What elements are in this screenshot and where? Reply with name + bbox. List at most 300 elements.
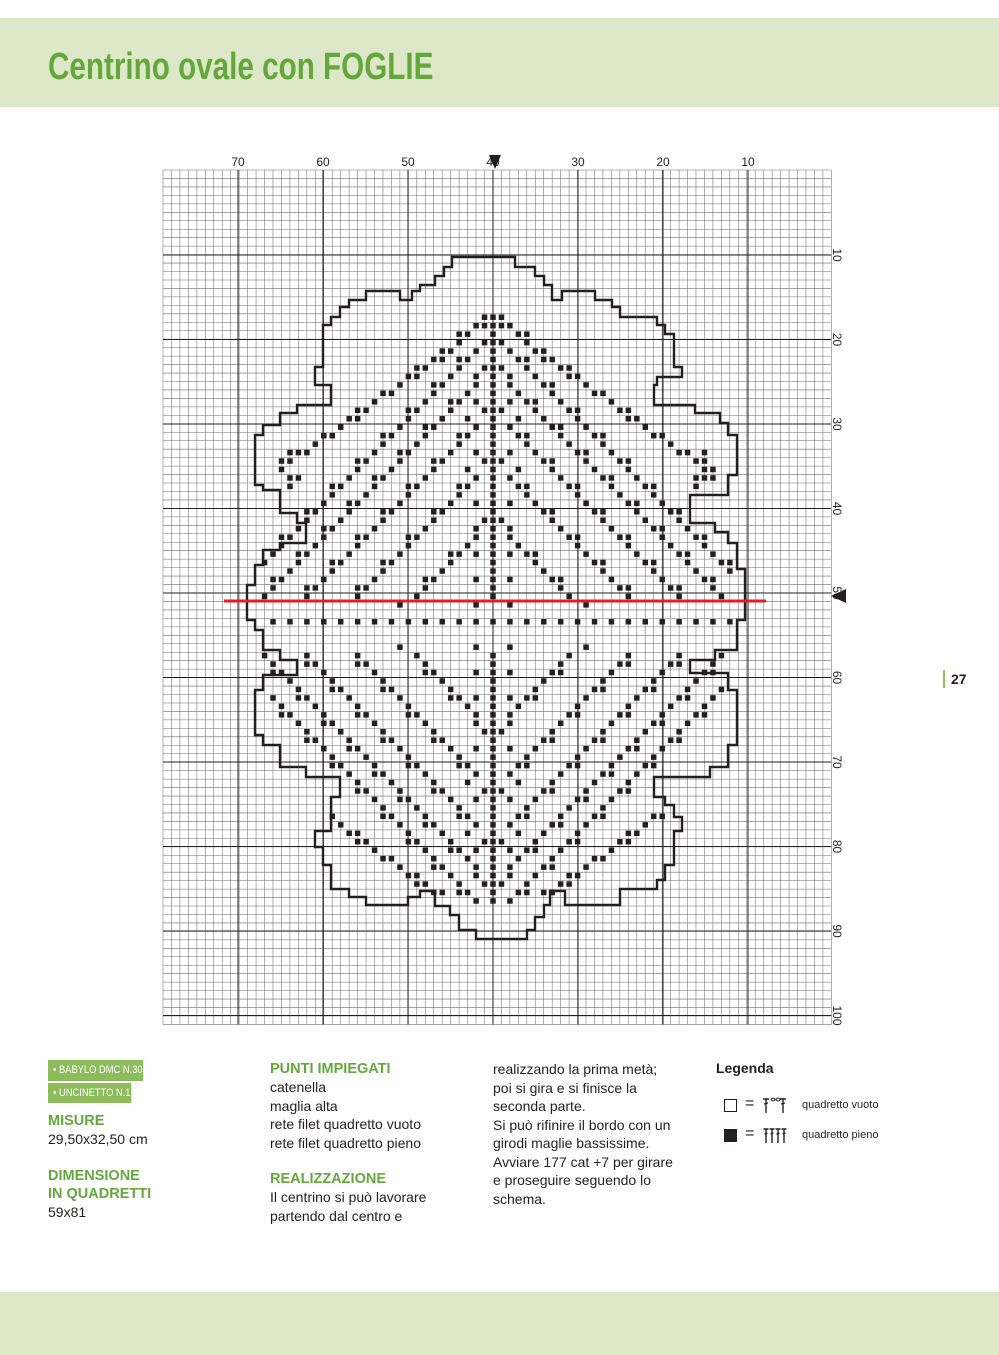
top-axis-label: 60 [316, 155, 330, 169]
filled-square [558, 433, 563, 438]
filled-square [346, 746, 351, 751]
filled-square [549, 670, 554, 675]
realizzazione-line: poi si gira e si finisce la [493, 1079, 637, 1096]
filled-square [600, 560, 605, 565]
filled-square [617, 712, 622, 717]
punti-item: rete filet quadretto pieno [270, 1134, 421, 1151]
filled-square [482, 340, 487, 345]
filled-square [380, 814, 385, 819]
filled-square [651, 492, 656, 497]
filled-square [643, 484, 648, 489]
filled-square [465, 357, 470, 362]
filled-square [566, 653, 571, 658]
filled-square [423, 424, 428, 429]
filled-square [473, 619, 478, 624]
filled-square [456, 695, 461, 700]
filled-square [389, 391, 394, 396]
right-axis-label: 20 [830, 332, 844, 347]
filled-square [363, 788, 368, 793]
filled-square [490, 738, 495, 743]
filled-square [346, 416, 351, 421]
filled-square [549, 780, 554, 785]
filled-square [600, 687, 605, 692]
filled-square [499, 323, 504, 328]
filled-square [414, 881, 419, 886]
filled-square [533, 408, 538, 413]
filled-square [490, 661, 495, 666]
filled-square [372, 450, 377, 455]
filled-square [651, 721, 656, 726]
filled-square [676, 695, 681, 700]
filled-square [490, 577, 495, 582]
filled-square [558, 670, 563, 675]
realizzazione-line: Avviare 177 cat +7 per girare [493, 1153, 673, 1170]
filled-square [659, 534, 664, 539]
filled-square [304, 729, 309, 734]
filled-square [346, 695, 351, 700]
filled-square [710, 467, 715, 472]
filled-square [549, 729, 554, 734]
filled-square [609, 771, 614, 776]
filled-square [456, 433, 461, 438]
filled-square [321, 501, 326, 506]
filled-square [448, 839, 453, 844]
filled-square [321, 712, 326, 717]
filled-square [499, 788, 504, 793]
filled-square [490, 788, 495, 793]
filled-square [262, 653, 267, 658]
filled-square [397, 822, 402, 827]
filled-square [626, 788, 631, 793]
filled-square [414, 839, 419, 844]
instructions-column [493, 1060, 703, 1208]
filled-square [482, 365, 487, 370]
filled-square [355, 788, 360, 793]
filled-square [541, 458, 546, 463]
filled-square [355, 661, 360, 666]
filled-square [558, 399, 563, 404]
right-axis-label: 40 [830, 501, 844, 516]
filled-square [287, 475, 292, 480]
filled-square [516, 484, 521, 489]
filled-square [490, 518, 495, 523]
filled-square [609, 670, 614, 675]
filled-square [346, 551, 351, 556]
filled-square [490, 729, 495, 734]
filled-square [592, 738, 597, 743]
filled-square [659, 501, 664, 506]
filled-square [406, 619, 411, 624]
filled-square [482, 458, 487, 463]
filled-square [431, 382, 436, 387]
filled-square [600, 509, 605, 514]
filled-square [626, 746, 631, 751]
filled-square [549, 788, 554, 793]
filled-square [490, 543, 495, 548]
filled-square [465, 780, 470, 785]
filled-square [372, 721, 377, 726]
filled-square [643, 518, 648, 523]
filled-square [693, 712, 698, 717]
filled-square [465, 543, 470, 548]
filled-square [710, 661, 715, 666]
filled-square [431, 822, 436, 827]
filled-square [490, 898, 495, 903]
filled-square [431, 467, 436, 472]
filled-square [338, 687, 343, 692]
filled-square [727, 560, 732, 565]
filled-square [490, 424, 495, 429]
filled-square [372, 847, 377, 852]
filled-square [406, 374, 411, 379]
filled-square [397, 695, 402, 700]
filled-square [363, 492, 368, 497]
filled-square [490, 856, 495, 861]
filled-square [431, 864, 436, 869]
filled-square [490, 831, 495, 836]
filled-square [516, 467, 521, 472]
top-axis-label: 70 [231, 155, 245, 169]
filled-square [507, 619, 512, 624]
filled-square [406, 712, 411, 717]
filled-square [600, 568, 605, 573]
filled-square [685, 695, 690, 700]
filled-square [507, 695, 512, 700]
top-axis-label: 10 [741, 155, 755, 169]
filled-square [676, 509, 681, 514]
filled-square [304, 738, 309, 743]
info-column [48, 1060, 218, 1221]
filled-square [440, 788, 445, 793]
filled-square [490, 822, 495, 827]
filled-square [643, 560, 648, 565]
filled-square [389, 780, 394, 785]
filled-square [524, 619, 529, 624]
filled-square [626, 467, 631, 472]
filled-square [524, 357, 529, 362]
filled-square [406, 416, 411, 421]
filled-square [499, 408, 504, 413]
filled-square [473, 501, 478, 506]
realizzazione-line: partendo dal centro e [270, 1207, 403, 1224]
punti-item: maglia alta [270, 1097, 338, 1114]
top-axis-label: 40 [486, 155, 500, 169]
filled-square [592, 780, 597, 785]
filled-square [516, 814, 521, 819]
filled-square [507, 670, 512, 675]
chain-double-crochet-icon [762, 1097, 792, 1115]
filled-square [524, 484, 529, 489]
filled-square [473, 475, 478, 480]
filled-square [338, 560, 343, 565]
filled-square [406, 543, 411, 548]
filled-square [727, 619, 732, 624]
filled-square [330, 721, 335, 726]
filled-square [685, 687, 690, 692]
filled-square [575, 763, 580, 768]
filled-square [270, 695, 275, 700]
filled-square [541, 348, 546, 353]
filled-square [710, 475, 715, 480]
filled-square [499, 729, 504, 734]
filled-square [659, 670, 664, 675]
filled-square [490, 560, 495, 565]
filled-square [524, 399, 529, 404]
filled-square [330, 484, 335, 489]
filled-square [389, 467, 394, 472]
filled-square [473, 873, 478, 878]
filled-square [643, 729, 648, 734]
filled-square [490, 467, 495, 472]
filled-square [440, 678, 445, 683]
filled-square [380, 433, 385, 438]
filled-square [346, 771, 351, 776]
filled-square [609, 797, 614, 802]
filled-square [414, 873, 419, 878]
filled-square [693, 678, 698, 683]
filled-square [338, 518, 343, 523]
filled-square [330, 568, 335, 573]
filled-square [710, 585, 715, 590]
filled-square [338, 424, 343, 429]
filled-square [558, 619, 563, 624]
filled-square [448, 695, 453, 700]
filled-square [634, 695, 639, 700]
filled-square [676, 450, 681, 455]
filled-square [389, 687, 394, 692]
stitches-column [270, 1060, 480, 1225]
filled-square [465, 331, 470, 336]
filled-square [516, 890, 521, 895]
filled-square [296, 475, 301, 480]
filled-square [651, 526, 656, 531]
filled-square [465, 416, 470, 421]
filled-square [321, 534, 326, 539]
filled-square [423, 721, 428, 726]
filled-square [575, 416, 580, 421]
filled-square [710, 619, 715, 624]
filled-square [279, 704, 284, 709]
filled-square [592, 814, 597, 819]
filled-square [406, 839, 411, 844]
filled-square [524, 890, 529, 895]
filled-square [583, 644, 588, 649]
filled-square [456, 619, 461, 624]
filled-square [490, 704, 495, 709]
filled-square [702, 534, 707, 539]
filled-square [626, 594, 631, 599]
filled-square [507, 450, 512, 455]
filled-square [338, 729, 343, 734]
filled-square [448, 797, 453, 802]
filled-square [473, 695, 478, 700]
filled-square [448, 408, 453, 413]
filled-square [507, 721, 512, 726]
filled-square [659, 526, 664, 531]
misure-value: 29,50x32,50 cm [48, 1131, 148, 1147]
filled-square [490, 441, 495, 446]
filled-square [668, 441, 673, 446]
filled-square [389, 856, 394, 861]
filled-square [634, 771, 639, 776]
filled-square [465, 814, 470, 819]
filled-square [465, 763, 470, 768]
filled-square [440, 890, 445, 895]
filled-square [533, 687, 538, 692]
filled-square [549, 856, 554, 861]
legend-empty-label: quadretto vuoto [802, 1099, 879, 1111]
realizzazione-line: schema. [493, 1190, 546, 1207]
filled-square [549, 518, 554, 523]
filled-square [549, 391, 554, 396]
filled-square [558, 475, 563, 480]
filled-square [719, 594, 724, 599]
filled-square [423, 365, 428, 370]
filled-square [406, 797, 411, 802]
filled-square [423, 619, 428, 624]
filled-square [499, 315, 504, 320]
filled-square [507, 374, 512, 379]
filled-square [330, 526, 335, 531]
filled-square [600, 391, 605, 396]
filled-square [363, 661, 368, 666]
filled-square [516, 416, 521, 421]
filled-square [651, 484, 656, 489]
filled-square [634, 831, 639, 836]
filled-square [490, 475, 495, 480]
filled-square [490, 746, 495, 751]
filled-square [490, 695, 495, 700]
filled-square [279, 712, 284, 717]
filled-square [609, 847, 614, 852]
filled-square [600, 771, 605, 776]
filled-square [626, 543, 631, 548]
filled-square [558, 585, 563, 590]
filled-square [659, 619, 664, 624]
filled-square [423, 881, 428, 886]
filled-square [372, 797, 377, 802]
filled-square [702, 475, 707, 480]
filled-square [406, 831, 411, 836]
filled-square [465, 890, 470, 895]
filled-square [355, 594, 360, 599]
filled-square [693, 534, 698, 539]
filled-square [380, 771, 385, 776]
filled-square [389, 433, 394, 438]
filled-square [482, 839, 487, 844]
filled-square [490, 881, 495, 886]
filled-square [507, 797, 512, 802]
filled-square [414, 534, 419, 539]
filled-square [270, 577, 275, 582]
filled-square [431, 391, 436, 396]
filled-square [676, 619, 681, 624]
filled-square [549, 382, 554, 387]
filled-square [507, 323, 512, 328]
filled-square [583, 788, 588, 793]
filled-square [423, 847, 428, 852]
filled-square [262, 594, 267, 599]
filled-square [355, 543, 360, 548]
filled-square [473, 898, 478, 903]
filled-square [524, 331, 529, 336]
filled-square [507, 475, 512, 480]
filled-square [440, 357, 445, 362]
filled-square [575, 408, 580, 413]
filled-square [693, 475, 698, 480]
filled-square [456, 399, 461, 404]
filled-square [533, 374, 538, 379]
filled-square [541, 357, 546, 362]
filled-square [549, 822, 554, 827]
filled-square [643, 822, 648, 827]
filled-square [440, 738, 445, 743]
filled-square [617, 534, 622, 539]
filled-square [456, 763, 461, 768]
filled-square [448, 687, 453, 692]
legend-filled-label: quadretto pieno [802, 1129, 879, 1141]
filled-square [659, 577, 664, 582]
filled-square [524, 695, 529, 700]
filled-square [473, 450, 478, 455]
filled-square [533, 551, 538, 556]
filled-square [634, 738, 639, 743]
filled-square [617, 458, 622, 463]
filled-square [533, 399, 538, 404]
filled-square [397, 424, 402, 429]
filled-square [448, 551, 453, 556]
filled-square [490, 374, 495, 379]
realizzazione-line: Il centrino si può lavorare [270, 1189, 427, 1205]
filled-square [473, 712, 478, 717]
legend-row-filled [716, 1127, 916, 1147]
filled-square [583, 450, 588, 455]
filled-square [448, 450, 453, 455]
filled-square [330, 678, 335, 683]
filled-square [533, 839, 538, 844]
filled-square [566, 839, 571, 844]
filled-square [643, 687, 648, 692]
filled-square [296, 695, 301, 700]
right-axis-labels [830, 248, 844, 1026]
filled-square [473, 602, 478, 607]
filled-square [279, 577, 284, 582]
filled-square [465, 484, 470, 489]
realizzazione-line: girodi maglie bassissime. [493, 1135, 650, 1151]
filled-square [490, 763, 495, 768]
filled-square [304, 594, 309, 599]
filled-square [440, 382, 445, 387]
filled-square [668, 585, 673, 590]
filled-square [414, 805, 419, 810]
filled-square [668, 738, 673, 743]
filled-square [516, 391, 521, 396]
filled-square [609, 721, 614, 726]
filled-square [676, 585, 681, 590]
filled-square [482, 315, 487, 320]
filled-square [524, 551, 529, 556]
filled-square [287, 568, 292, 573]
filled-square [558, 526, 563, 531]
filled-square [355, 619, 360, 624]
filled-square [456, 357, 461, 362]
filled-square [600, 805, 605, 810]
filled-square [583, 501, 588, 506]
filled-square [431, 856, 436, 861]
filled-square [575, 484, 580, 489]
filled-square [431, 577, 436, 582]
realizzazione-line: realizzando la prima metà; [493, 1061, 658, 1077]
